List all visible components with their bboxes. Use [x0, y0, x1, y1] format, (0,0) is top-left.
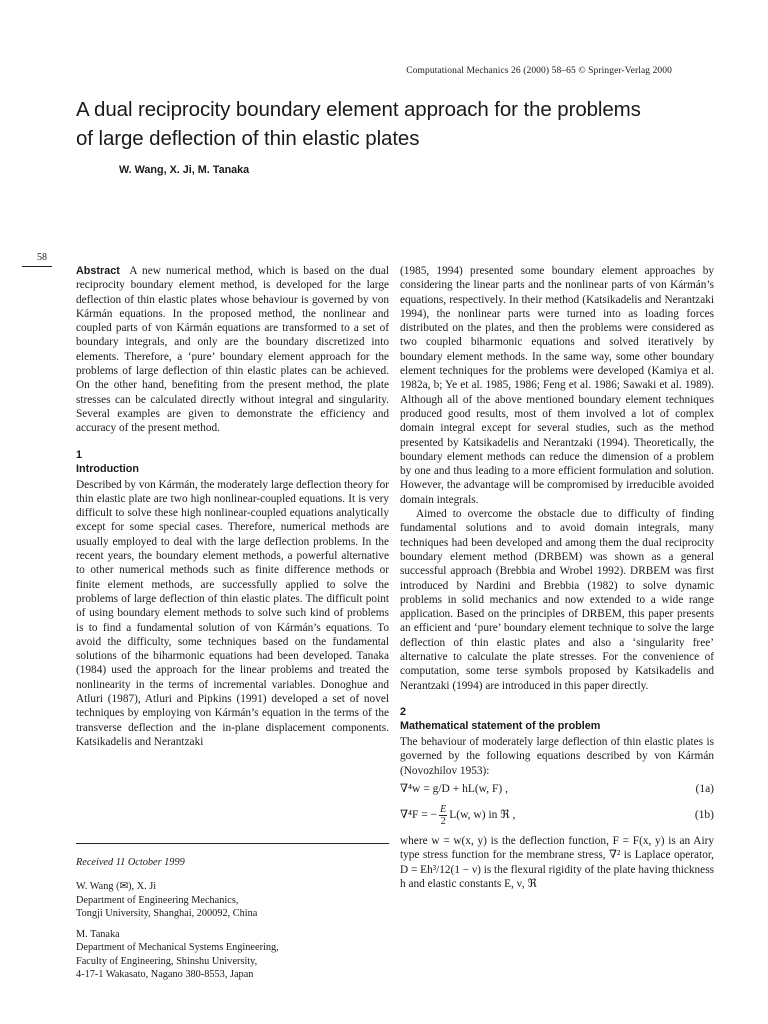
equation-1a-body: ∇⁴w = g/D + hL(w, F) , — [400, 782, 508, 795]
journal-citation: Computational Mechanics 26 (2000) 58–65 © Springer-Verlag 2000 — [406, 66, 672, 76]
intro-paragraph-2: Aimed to overcome the obstacle due to difficulty of finding fundamental solutions and to avoid domain integrals, many techniques had been developed and among them the dual reciprocity boundary element method (DRBEM) was shown as a general successful approach (Brebbia and Wrobel 1992). DRBEM was first introduced by Nardini and Brebbia (1982) to solve dynamic problems in solid mechanics and now extended to a wide range application. Based on the principles of DRBEM, this paper presents an efficient and ‘pure’ boundary element technique to solve the large deflection of thin elastic plates and also a ‘singularity free’ alternative to calculate the plate stresses. For the convenience of computation, some terse symbols proposed by Katsikadelis and Nerantzaki (1994) are introduced in this paper directly. — [400, 508, 714, 692]
intro-paragraph-1: Described by von Kármán, the moderately large deflection theory for thin elastic plate are two high nonlinear-coupled equations. It is very difficult to solve these high nonlinear-coupled equations analytically except for some special cases. Therefore, numerical methods are usually employed to deal with the large deflection problems. In the recent years, the boundary element methods, a powerful alternative to other numerical methods such as finite difference methods or finite element methods, are successfully applied to solve the problems of large deflection of thin elastic plates. The difficult point of using boundary element methods to solve such kind of problems is to find a fundamental solution of von Kármán’s equations. To avoid the difficulty, some techniques based on the fundamental solutions of the biharmonic equations had been developed. Tanaka (1984) used the approach for the linear problems and treated the nonlinearity in the terms of incremental variables. Donoghue and Atluri (1987), Atluri and Pipkins (1991) developed a set of novel techniques by employing von Kármán’s equation in the terms of the transverse deflection and the in-plane displacement components. Katsikadelis and Nerantzaki — [76, 478, 389, 748]
intro-paragraph-1-continued: (1985, 1994) presented some boundary element approaches by considering the linear parts and the nonlinear parts of von Kármán’s equations, respectively. In their method (Katsikadelis and Nerantzaki 1994), the nonlinear parts were turned into as loading forces distributed on the plates, and then the problems were considered as two coupled biharmonic equations and solved iteratively by boundary element methods. In the same way, some other boundary element techniques for the problems were developed (Kamiya et al. 1982a, b; Ye et al. 1985, 1986; Feng et al. 1986; Sawaki et al. 1989). Although all of the above mentioned boundary element techniques produced good results, most of them involved a lot of complex domain integral except for several studies, such as the method presented by Katsikadelis and Nerantzaki (1994). Theoretically, the boundary element methods can reduce the dimension of a problem by one and thus leading to a more efficient formulation and solution. However, the advantage will be compromised by irreducible avoided domain integrals. — [400, 265, 714, 506]
equation-1b-numerator: E — [440, 803, 447, 815]
author-affiliation-2-faculty: Faculty of Engineering, Shinshu University, — [76, 955, 258, 967]
paper-title — [76, 95, 716, 153]
abstract-label: Abstract — [76, 265, 120, 277]
paper-title-line-1: A dual reciprocity boundary element approach for the problems — [76, 98, 641, 121]
paper-title-line-2: of large deflection of thin elastic plates — [76, 127, 420, 150]
author-affiliation-1-address: Tongji University, Shanghai, 200092, China — [76, 907, 258, 919]
section-2-continuation: where w = w(x, y) is the deflection function, F = F(x, y) is an Airy type stress function for the membrane stress, ∇² is Laplace operator, D = Eh³/12(1 − ν) is the flexural rigidity of the plate having thickness h and elastic constants E, ν, ℜ — [400, 835, 714, 890]
received-date: Received 11 October 1999 — [76, 857, 185, 868]
equation-1b-body — [400, 804, 515, 827]
equation-1b-lhs: ∇⁴F = − — [400, 808, 438, 821]
equation-1b-label: (1b) — [694, 808, 714, 821]
page-number: 58 — [37, 252, 47, 263]
equation-1b-denominator: 2 — [440, 815, 446, 827]
section-2-number: 2 — [400, 705, 407, 718]
author-affiliation-2 — [76, 928, 389, 981]
author-affiliation-1-department: Department of Engineering Mechanics, — [76, 894, 239, 906]
section-1-title: Introduction — [76, 462, 139, 475]
footnotes — [76, 856, 389, 989]
abstract-text: A new numerical method, which is based on the dual reciprocity boundary element method, is developed for the large deflection of thin elastic plates whose behaviour is governed by von Kármán equations. In the proposed method, the nonlinear and coupled parts of von Kármán equations are transformed to a set of boundary integrals, and only are the boundary discretized into elements. Therefore, a ‘pure’ boundary element approach for the problems of large deflection of thin elastic plates can be achieved. On the other hand, benefiting from the present method, the plate stresses can be calculated directly without integral and singularity. Several examples are given to demonstrate the efficiency and accuracy of the present method. — [76, 265, 389, 435]
right-column — [400, 264, 714, 891]
abstract — [76, 264, 389, 436]
equation-1a — [400, 782, 714, 796]
section-2-title: Mathematical statement of the problem — [400, 719, 601, 732]
section-1-number: 1 — [76, 448, 83, 461]
equation-1b-fraction — [439, 804, 447, 827]
equation-1a-label: (1a) — [695, 782, 714, 795]
section-2-paragraph: The behaviour of moderately large deflection of thin elastic plates is governed by the following equations described by von Kármán (Novozhilov 1953): — [400, 735, 714, 777]
author-affiliation-2-name: M. Tanaka — [76, 929, 120, 941]
author-affiliation-1 — [76, 880, 389, 920]
author-list: W. Wang, X. Ji, M. Tanaka — [119, 164, 250, 176]
author-affiliation-2-address: 4-17-1 Wakasato, Nagano 380-8553, Japan — [76, 969, 254, 981]
equation-1b — [400, 800, 714, 830]
author-affiliation-1-name: W. Wang (✉), X. Ji — [76, 881, 157, 893]
equation-1b-rhs: L(w, w) in ℜ , — [449, 808, 516, 821]
left-column — [76, 264, 389, 749]
page-number-rule — [22, 266, 52, 267]
author-affiliation-2-department: Department of Mechanical Systems Engineering, — [76, 942, 279, 954]
footnote-rule — [76, 843, 389, 844]
